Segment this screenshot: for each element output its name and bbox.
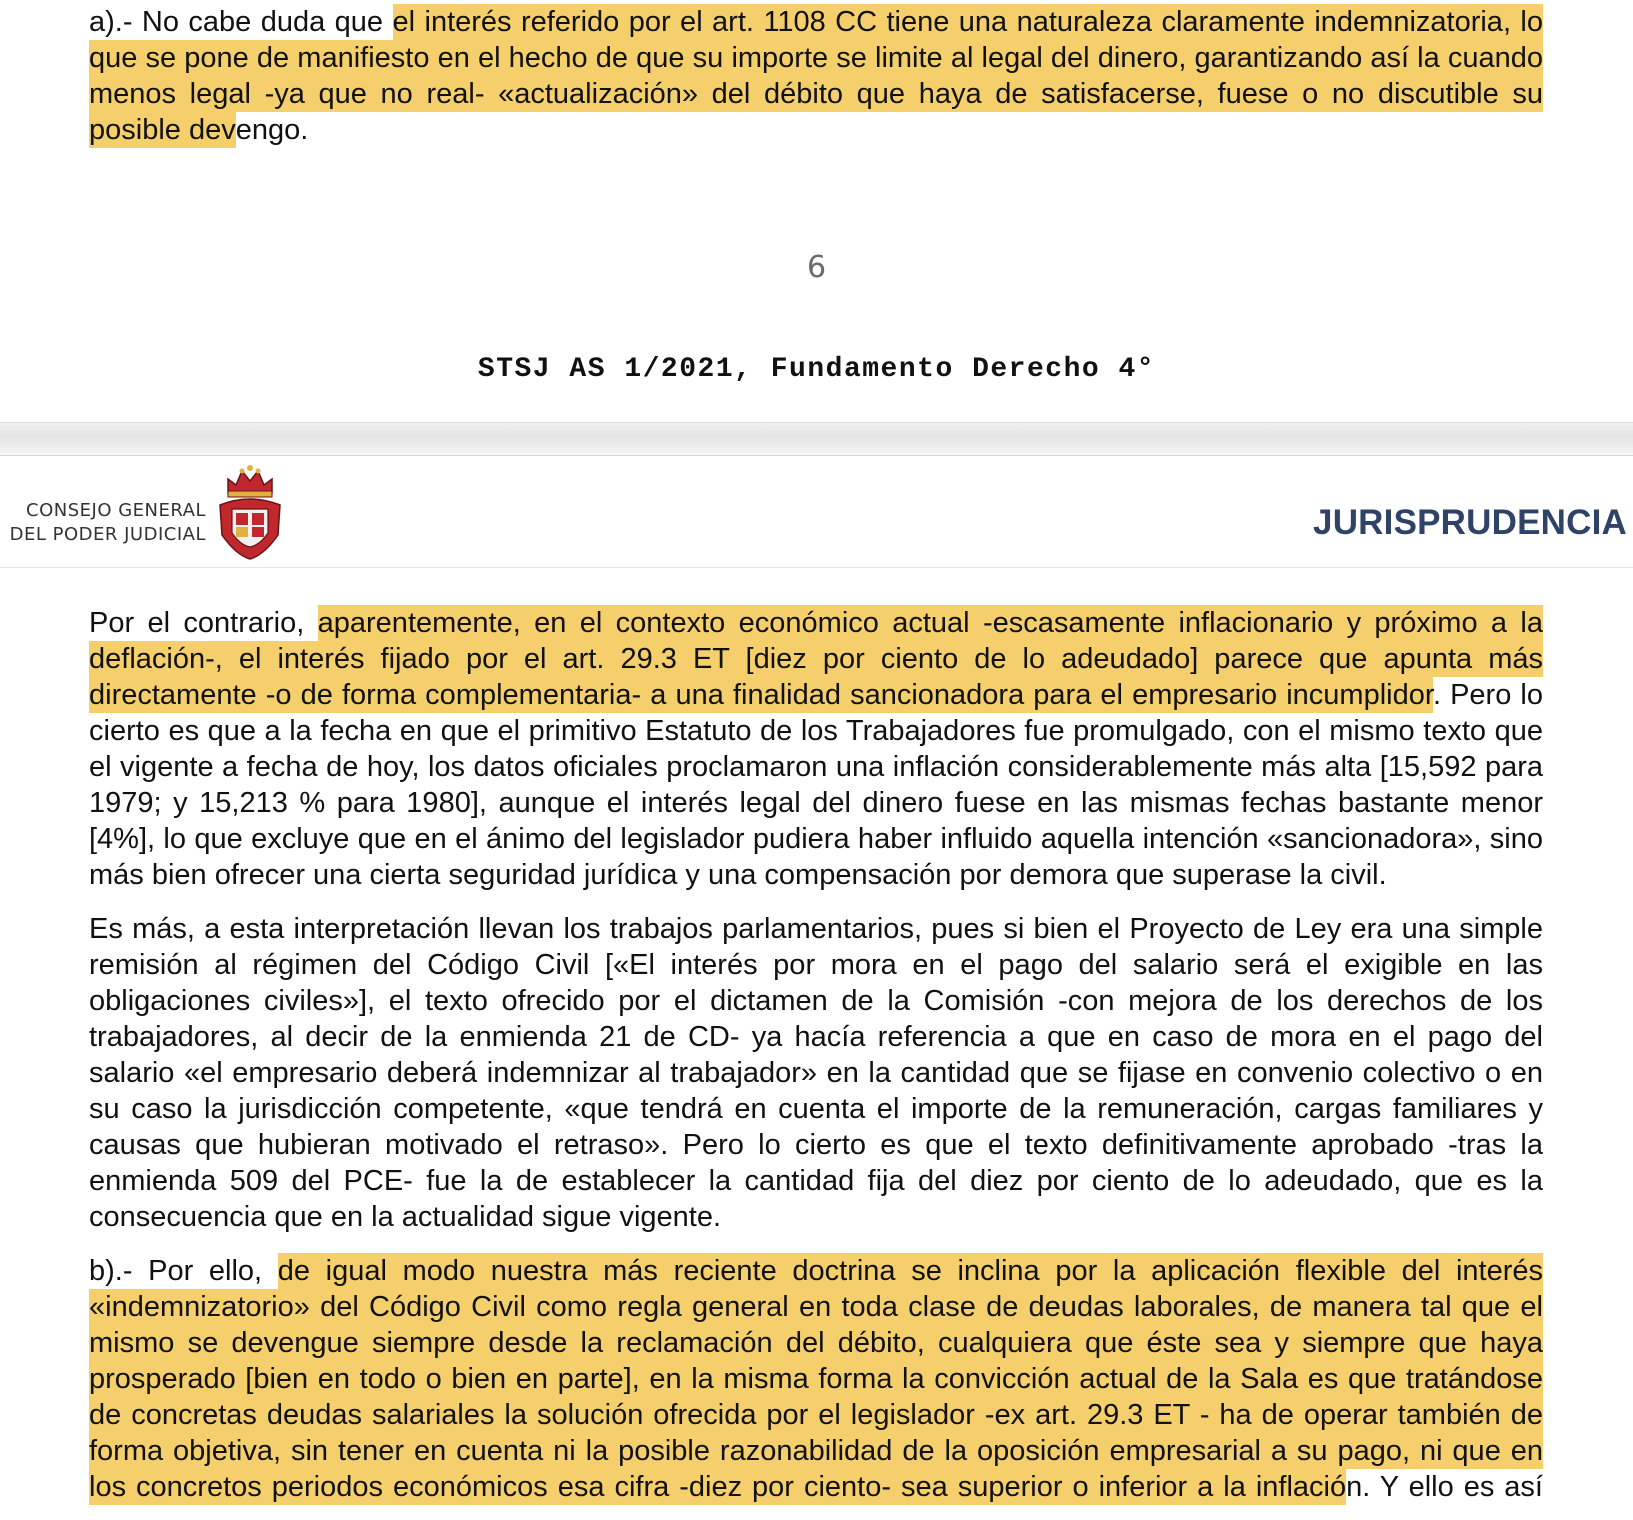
page-number: 6 bbox=[806, 250, 827, 285]
org-line: DEL PODER JUDICIAL bbox=[9, 524, 206, 545]
text-segment: b).- Por ello, bbox=[89, 1255, 278, 1287]
body-paragraph bbox=[89, 1253, 1543, 1505]
text-segment: engo. bbox=[235, 114, 309, 146]
citation-caption: STSJ AS 1/2021, Fundamento Derecho 4° bbox=[477, 354, 1156, 385]
highlighted-text: de igual modo nuestra más reciente doctrina se inclina por la aplicación flexible del interés «indemnizatorio» del Código Civil como regla general en toda clase de deudas laborales, de manera tal que el mismo se devengue siempre desde la reclamación del débito, cualquiera que éste sea y siempre que haya prosperado [bien en todo o bien en parte], en la misma forma la convicción actual de la Sala es que tratándose de concretas deudas salariales la solución ofrecida por el legislador -ex art. 29.3 ET - ha de operar también de forma objetiva, sin tener en cuenta ni la posible razonabilidad de la oposición empresarial a su pago, ni que en los concretos periodos económicos esa cifra -diez por ciento- sea superior o inferior a la inflació bbox=[89, 1255, 1543, 1503]
text-segment: Es más, a esta interpretación llevan los trabajos parlamentarios, pues si bien el Proyecto de Ley era una simple remisión al régimen del Código Civil [«El interés por mora en el pago del salario será el exigible en las obligaciones civiles»], el texto ofrecido por el dictamen de la Comisión -con mejora de los derechos de los trabajadores, al decir de la enmienda 21 de CD- ya hacía referencia a que en caso de mora en el pago del salario «el empresario deberá indemnizar al trabajador» en la cantidad que se fijase en convenio colectivo o en su caso la jurisdicción competente, «que tendrá en cuenta el importe de la remuneración, cargas familiares y causas que hubieran motivado el retraso». Pero lo cierto es que el texto definitivamente aprobado -tras la enmienda 509 del PCE- fue la de establecer la cantidad fija del diez por ciento de lo adeudado, que es la consecuencia que en la actualidad sigue vigente. bbox=[89, 913, 1543, 1233]
highlighted-text: el interés referido por el art. 1108 CC tiene una naturaleza claramente indemnizatoria, lo que se pone de manifiesto en el hecho de que su importe se limite al legal del dinero, garantizando así la cuando menos legal -ya que no real- «actualización» del débito que haya de satisfacerse, fuese o no discutible su posible dev bbox=[89, 6, 1543, 146]
text-segment: n. Y ello es así bbox=[1346, 1471, 1543, 1503]
page-header bbox=[0, 455, 1633, 568]
highlighted-text: aparentemente, en el contexto económico actual -escasamente inflacionario y próximo a la deflación-, el interés fijado por el art. 29.3 ET [diez por ciento de lo adeudado] parece que apunta más directamente -o de forma complementaria- a una finalidad sancionadora para el empresario incumplidor bbox=[89, 607, 1543, 711]
top-paragraph bbox=[89, 4, 1543, 148]
organization-name bbox=[4, 499, 206, 547]
text-segment: a).- No cabe duda que bbox=[89, 6, 393, 38]
page-separator bbox=[0, 422, 1633, 456]
section-title: JURISPRUDENCIA bbox=[1313, 503, 1627, 542]
coat-of-arms-icon bbox=[214, 463, 286, 563]
text-segment: . Pero lo cierto es que a la fecha en que el primitivo Estatuto de los Trabajadores fue promulgado, con el mismo texto que el vigente a fecha de hoy, los datos oficiales proclamaron una inflación considerablemente más alta [15,592 para 1979; y 15,213 % para 1980], aunque el interés legal del dinero fuese en las mismas fechas bastante menor [4%], lo que excluye que en el ánimo del legislador pudiera haber influido aquella intención «sancionadora», sino más bien ofrecer una cierta seguridad jurídica y una compensación por demora que superase la civil. bbox=[89, 679, 1544, 891]
text-segment: Por el contrario, bbox=[89, 607, 318, 639]
body-paragraph bbox=[89, 911, 1543, 1235]
body-paragraph bbox=[89, 605, 1543, 893]
org-line: CONSEJO GENERAL bbox=[26, 500, 206, 521]
